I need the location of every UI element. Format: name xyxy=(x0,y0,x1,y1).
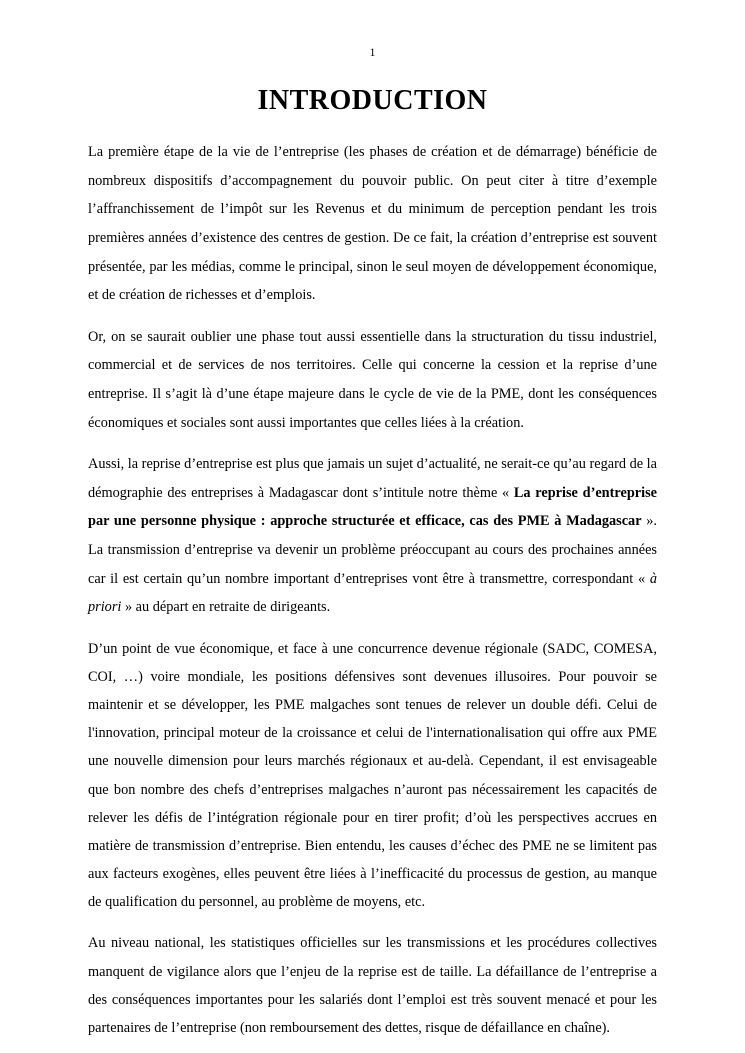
paragraph-3-tail: » au départ en retraite de dirigeants. xyxy=(121,599,331,616)
paragraph-3-mid: ». La transmission d’entreprise va devenir un problème préoccupant au cours des prochaines années car il est certain qu’un nombre important d’entreprises vont être à transmettre, correspondant « xyxy=(88,513,657,587)
paragraph-2: Or, on se saurait oublier une phase tout aussi essentielle dans la structuration du tissu industriel, commercial et de services de nos territoires. Celle qui concerne la cession et la reprise d’une entreprise. Il s’agit là d’une étape majeure dans le cycle de vie de la PME, dont les conséquences économiques et sociales sont aussi importantes que celles liées à la création. xyxy=(88,328,657,431)
paragraph-3-lead: Aussi, la reprise d’entreprise est plus que jamais un sujet d’actualité, ne serait-ce qu’au regard de la démographie des entreprises à Madagascar dont s’intitule notre thème « xyxy=(88,456,657,501)
paragraph-5: Au niveau national, les statistiques officielles sur les transmissions et les procédures collectives manquent de vigilance alors que l’enjeu de la reprise est de taille. La défaillance de l’entreprise a des conséquences importantes pour les salariés dont l’emploi est très souvent menacé et pour les partenaires de l’entreprise (non remboursement des dettes, risque de défaillance en chaîne). xyxy=(88,935,657,1036)
thesis-title: La reprise d’entreprise par une personne physique : approche structurée et efficace, cas des PME à Madagascar xyxy=(88,484,657,530)
paragraph-4: D’un point de vue économique, et face à une concurrence devenue régionale (SADC, COMESA, COI, …) voire mondiale, les positions défensives sont devenues illusoires. Pour pouvoir se maintenir et se développer, les PME malgaches sont tenues de relever un double défi. Celui de l'innovation, principal moteur de la croissance et celui de l'internationalisation qui offre aux PME une nouvelle dimension pour leurs marchés régionaux et au-delà. Cependant, il est envisageable que bon nombre des chefs d’entreprises malgaches n’auront pas nécessairement les capacités de relever les défis de l’intégration régionale pour en tirer profit; d’où les perspectives accrues en matière de transmission d’entreprise. Bien entendu, les causes d’échec des PME ne se limitent pas aux facteurs exogènes, elles peuvent être liées à l’inefficacité du processus de gestion, au manque de qualification du personnel, au problème de moyens, etc. xyxy=(88,640,657,911)
paragraph-3 xyxy=(88,450,657,622)
latin-phrase: à priori xyxy=(88,570,657,616)
page-title: INTRODUCTION xyxy=(257,84,488,116)
paragraph-1: La première étape de la vie de l’entreprise (les phases de création et de démarrage) bénéficie de nombreux dispositifs d’accompagnement du pouvoir public. On peut citer à titre d’exemple l’affranchissement de l’impôt sur les Revenus et du minimum de perception pendant les trois premières années d’existence des centres de gestion. De ce fait, la création d’entreprise est souvent présentée, par les médias, comme le principal, sinon le seul moyen de développement économique, et de création de richesses et d’emplois. xyxy=(88,144,657,304)
page-number: 1 xyxy=(369,47,376,59)
